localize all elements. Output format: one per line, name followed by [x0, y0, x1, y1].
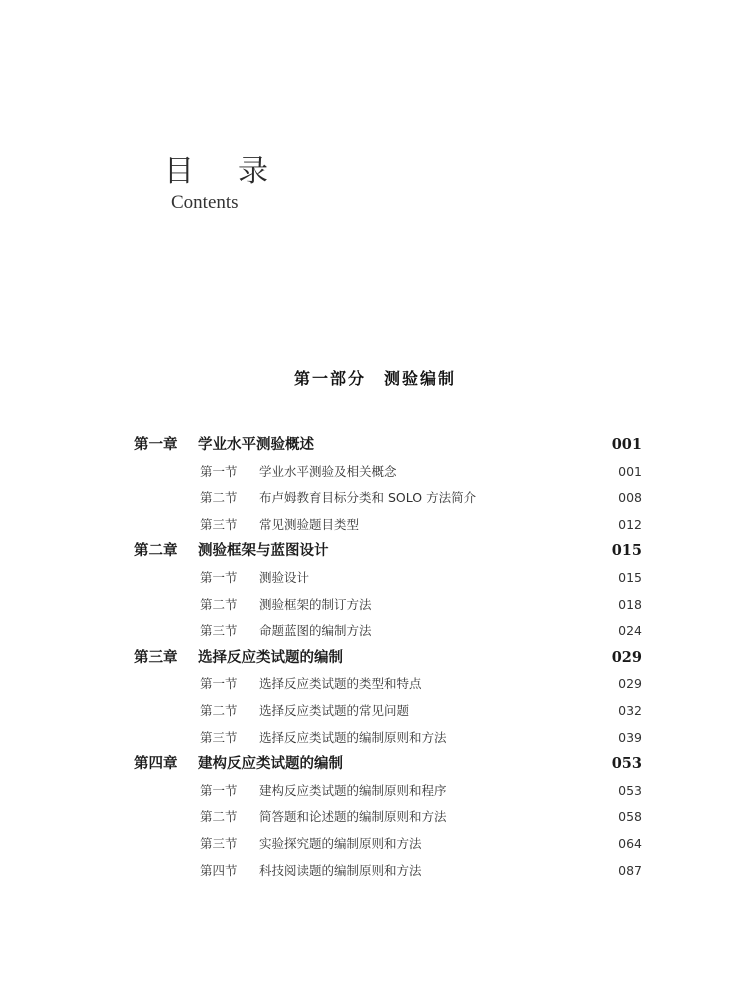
toc-section-row[interactable]	[134, 618, 642, 645]
toc-chapter-row[interactable]	[134, 432, 642, 459]
toc-chapter-row[interactable]	[134, 538, 642, 565]
toc-section-row[interactable]	[134, 671, 642, 698]
table-of-contents	[134, 432, 642, 884]
chapter-page-number: 029	[611, 648, 642, 666]
page-title: 目录	[164, 154, 312, 189]
chapter-label: 第一章	[134, 436, 178, 453]
chapter-label: 第三章	[134, 648, 178, 666]
section-label: 第二节	[200, 809, 238, 825]
chapter-page-number: 015	[611, 542, 642, 560]
section-title: 建构反应类试题的编制原则和程序	[259, 782, 447, 798]
section-label: 第二节	[200, 702, 238, 718]
toc-chapter-row[interactable]	[134, 751, 642, 778]
section-label: 第二节	[200, 596, 238, 612]
chapter-label: 第二章	[134, 542, 178, 560]
toc-section-row[interactable]	[134, 778, 642, 805]
section-title: 常见测验题目类型	[259, 516, 360, 532]
toc-section-row[interactable]	[134, 485, 642, 512]
section-label: 第三节	[200, 729, 238, 745]
section-title: 测验框架的制订方法	[259, 596, 372, 612]
chapter-page-number: 053	[611, 755, 642, 773]
section-title: 布卢姆教育目标分类和 SOLO 方法简介	[259, 490, 477, 506]
section-title: 科技阅读题的编制原则和方法	[259, 862, 422, 878]
chapter-title: 学业水平测验概述	[198, 437, 314, 453]
section-title: 命题蓝图的编制方法	[259, 623, 372, 639]
section-label: 第四节	[200, 862, 238, 878]
section-title: 学业水平测验及相关概念	[259, 463, 397, 479]
section-label: 第三节	[200, 623, 238, 639]
section-page-number: 058	[618, 809, 642, 825]
section-title: 测验设计	[259, 569, 310, 585]
section-label: 第一节	[200, 569, 238, 585]
section-title: 选择反应类试题的常见问题	[259, 702, 410, 718]
chapter-page-number: 001	[611, 436, 642, 453]
section-page-number: 053	[618, 782, 642, 798]
toc-section-row[interactable]	[134, 804, 642, 831]
section-page-number: 039	[618, 729, 642, 745]
section-page-number: 032	[618, 702, 642, 718]
toc-section-row[interactable]	[134, 725, 642, 752]
section-page-number: 015	[618, 569, 642, 585]
section-page-number: 008	[618, 490, 642, 506]
section-page-number: 064	[618, 835, 642, 851]
page-subtitle: Contents	[171, 192, 239, 213]
toc-chapter-row[interactable]	[134, 645, 642, 672]
section-label: 第一节	[200, 676, 238, 692]
part-title: 第一部分 测验编制	[293, 369, 456, 388]
section-page-number: 018	[618, 596, 642, 612]
toc-section-row[interactable]	[134, 592, 642, 619]
toc-section-row[interactable]	[134, 858, 642, 885]
toc-section-row[interactable]	[134, 512, 642, 539]
chapter-title: 建构反应类试题的编制	[198, 756, 343, 773]
chapter-title: 测验框架与蓝图设计	[198, 543, 329, 560]
section-title: 选择反应类试题的编制原则和方法	[259, 729, 447, 745]
section-page-number: 012	[618, 516, 642, 532]
chapter-label: 第四章	[134, 755, 178, 773]
section-page-number: 087	[618, 862, 642, 878]
section-label: 第三节	[200, 516, 238, 532]
section-label: 第二节	[200, 490, 238, 506]
toc-section-row[interactable]	[134, 565, 642, 592]
section-title: 选择反应类试题的类型和特点	[259, 676, 422, 692]
section-page-number: 024	[618, 623, 642, 639]
section-label: 第一节	[200, 782, 238, 798]
toc-section-row[interactable]	[134, 459, 642, 486]
section-title: 实验探究题的编制原则和方法	[259, 835, 422, 851]
section-title: 简答题和论述题的编制原则和方法	[259, 809, 447, 825]
section-page-number: 029	[618, 676, 642, 692]
toc-section-row[interactable]	[134, 831, 642, 858]
section-label: 第一节	[200, 463, 238, 479]
toc-section-row[interactable]	[134, 698, 642, 725]
section-page-number: 001	[618, 463, 642, 479]
chapter-title: 选择反应类试题的编制	[198, 649, 343, 666]
section-label: 第三节	[200, 835, 238, 851]
